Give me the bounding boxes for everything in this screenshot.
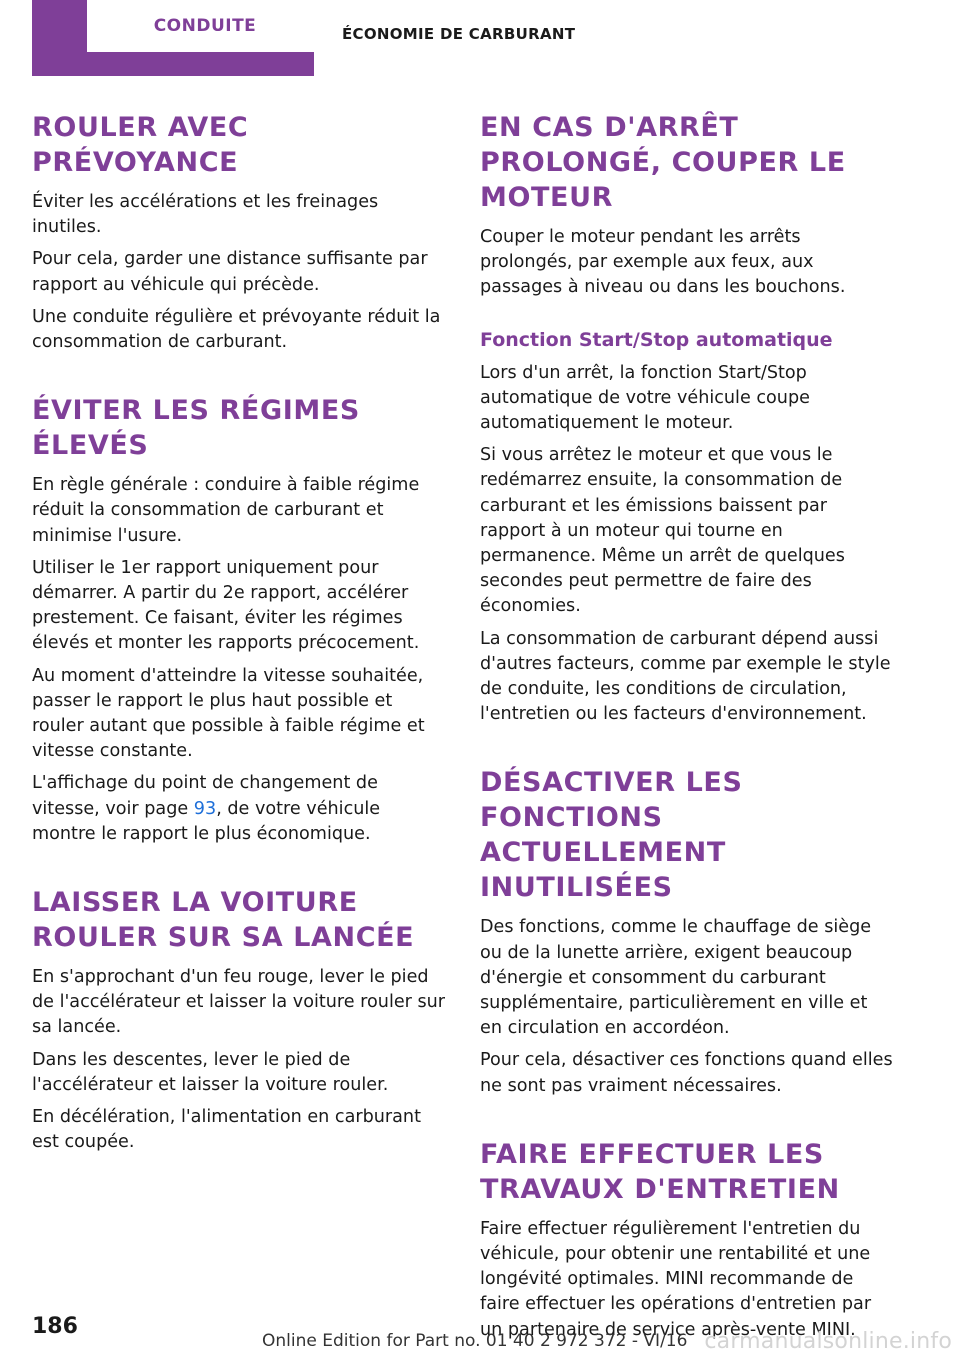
paragraph: Lors d'un arrêt, la fonction Start/Stop automatique de votre véhicule coupe automatiquement le moteur. bbox=[480, 362, 810, 434]
heading-eviter-regimes-eleves: ÉVITER LES RÉGIMES ÉLEVÉS bbox=[32, 395, 360, 462]
heading-rouler-avec-prevoyance: ROULER AVEC PRÉVOYANCE bbox=[32, 112, 249, 178]
chapter-tab-label: CONDUITE bbox=[87, 0, 323, 52]
heading-desactiver-fonctions: DÉSACTIVER LES FONCTIONS ACTUELLEMENT INUTILISÉES bbox=[480, 767, 743, 904]
footer-edition: Online Edition for Part no. 01 40 2 972 372 - VI/16 bbox=[262, 1331, 688, 1351]
page-link-93[interactable]: 93 bbox=[193, 798, 217, 819]
left-column bbox=[32, 110, 446, 1162]
paragraph: Si vous arrêtez le moteur et que vous le redémarrez ensuite, la consommation de carburant et les émissions baissent par rapport à un moteur qui tourne en permanence. Même un arrêt de quelques secondes peut permettre de faire des économies. bbox=[480, 445, 845, 617]
paragraph: Au moment d'atteindre la vitesse souhaitée, passer le rapport le plus haut possible et rouler autant que possible à faible régime et vitesse constante. bbox=[32, 665, 425, 762]
paragraph: Des fonctions, comme le chauffage de siège ou de la lunette arrière, exigent beaucoup d'énergie et consomment du carburant supplémentaire, particulièrement en ville et en circulation en accordéon. bbox=[480, 917, 872, 1039]
paragraph: Utiliser le 1er rapport uniquement pour démarrer. A partir du 2e rapport, accélérer prestement. Ce faisant, éviter les régimes élevés et monter les rapports précocement. bbox=[32, 557, 420, 654]
chapter-tab bbox=[32, 0, 314, 76]
paragraph: Une conduite régulière et prévoyante réduit la consommation de carburant. bbox=[32, 306, 441, 353]
paragraph-text: L'affichage du point de changement de vitesse, voir page bbox=[32, 773, 378, 819]
paragraph: Pour cela, désactiver ces fonctions quand elles ne sont pas vraiment nécessaires. bbox=[480, 1050, 893, 1096]
heading-travaux-entretien: FAIRE EFFECTUER LES TRAVAUX D'ENTRETIEN bbox=[480, 1138, 840, 1205]
paragraph: En règle générale : conduire à faible régime réduit la consommation de carburant et minimise l'usure. bbox=[32, 475, 420, 546]
paragraph: Éviter les accélérations et les freinages inutiles. bbox=[32, 192, 379, 238]
heading-arret-prolonge: EN CAS D'ARRÊT PROLONGÉ, COUPER LE MOTEUR bbox=[480, 112, 846, 213]
paragraph: Faire effectuer régulièrement l'entretien du véhicule, pour obtenir une rentabilité et une longévité optimales. MINI recommande de faire effectuer les opérations d'entretien par un partenaire de service après-vente MINI. bbox=[480, 1218, 872, 1340]
paragraph-text: , de votre véhicule montre le rapport le plus économique. bbox=[32, 798, 381, 844]
paragraph: Couper le moteur pendant les arrêts prolongés, par exemple aux feux, aux passages à niveau ou dans les bouchons. bbox=[480, 227, 846, 298]
section-title: ÉCONOMIE DE CARBURANT bbox=[342, 25, 576, 43]
heading-laisser-voiture-rouler: LAISSER LA VOITURE ROULER SUR SA LANCÉE bbox=[32, 887, 415, 954]
paragraph: La consommation de carburant dépend aussi d'autres facteurs, comme par exemple le style de conduite, les conditions de circulation, l'entretien ou les facteurs d'environnement. bbox=[480, 628, 891, 725]
subheading-start-stop: Fonction Start/Stop automatique bbox=[480, 328, 833, 351]
page-number: 186 bbox=[32, 1314, 78, 1339]
paragraph: Dans les descentes, lever le pied de l'accélérateur et laisser la voiture rouler. bbox=[32, 1049, 389, 1095]
right-column bbox=[480, 110, 894, 1350]
watermark: carmanualsonline.info bbox=[704, 1329, 952, 1354]
paragraph: En décélération, l'alimentation en carburant est coupée. bbox=[32, 1107, 421, 1153]
paragraph-with-page-link bbox=[32, 771, 446, 847]
paragraph: Pour cela, garder une distance suffisante par rapport au véhicule qui précède. bbox=[32, 249, 428, 295]
paragraph: En s'approchant d'un feu rouge, lever le pied de l'accélérateur et laisser la voiture rouler sur sa lancée. bbox=[32, 967, 446, 1038]
